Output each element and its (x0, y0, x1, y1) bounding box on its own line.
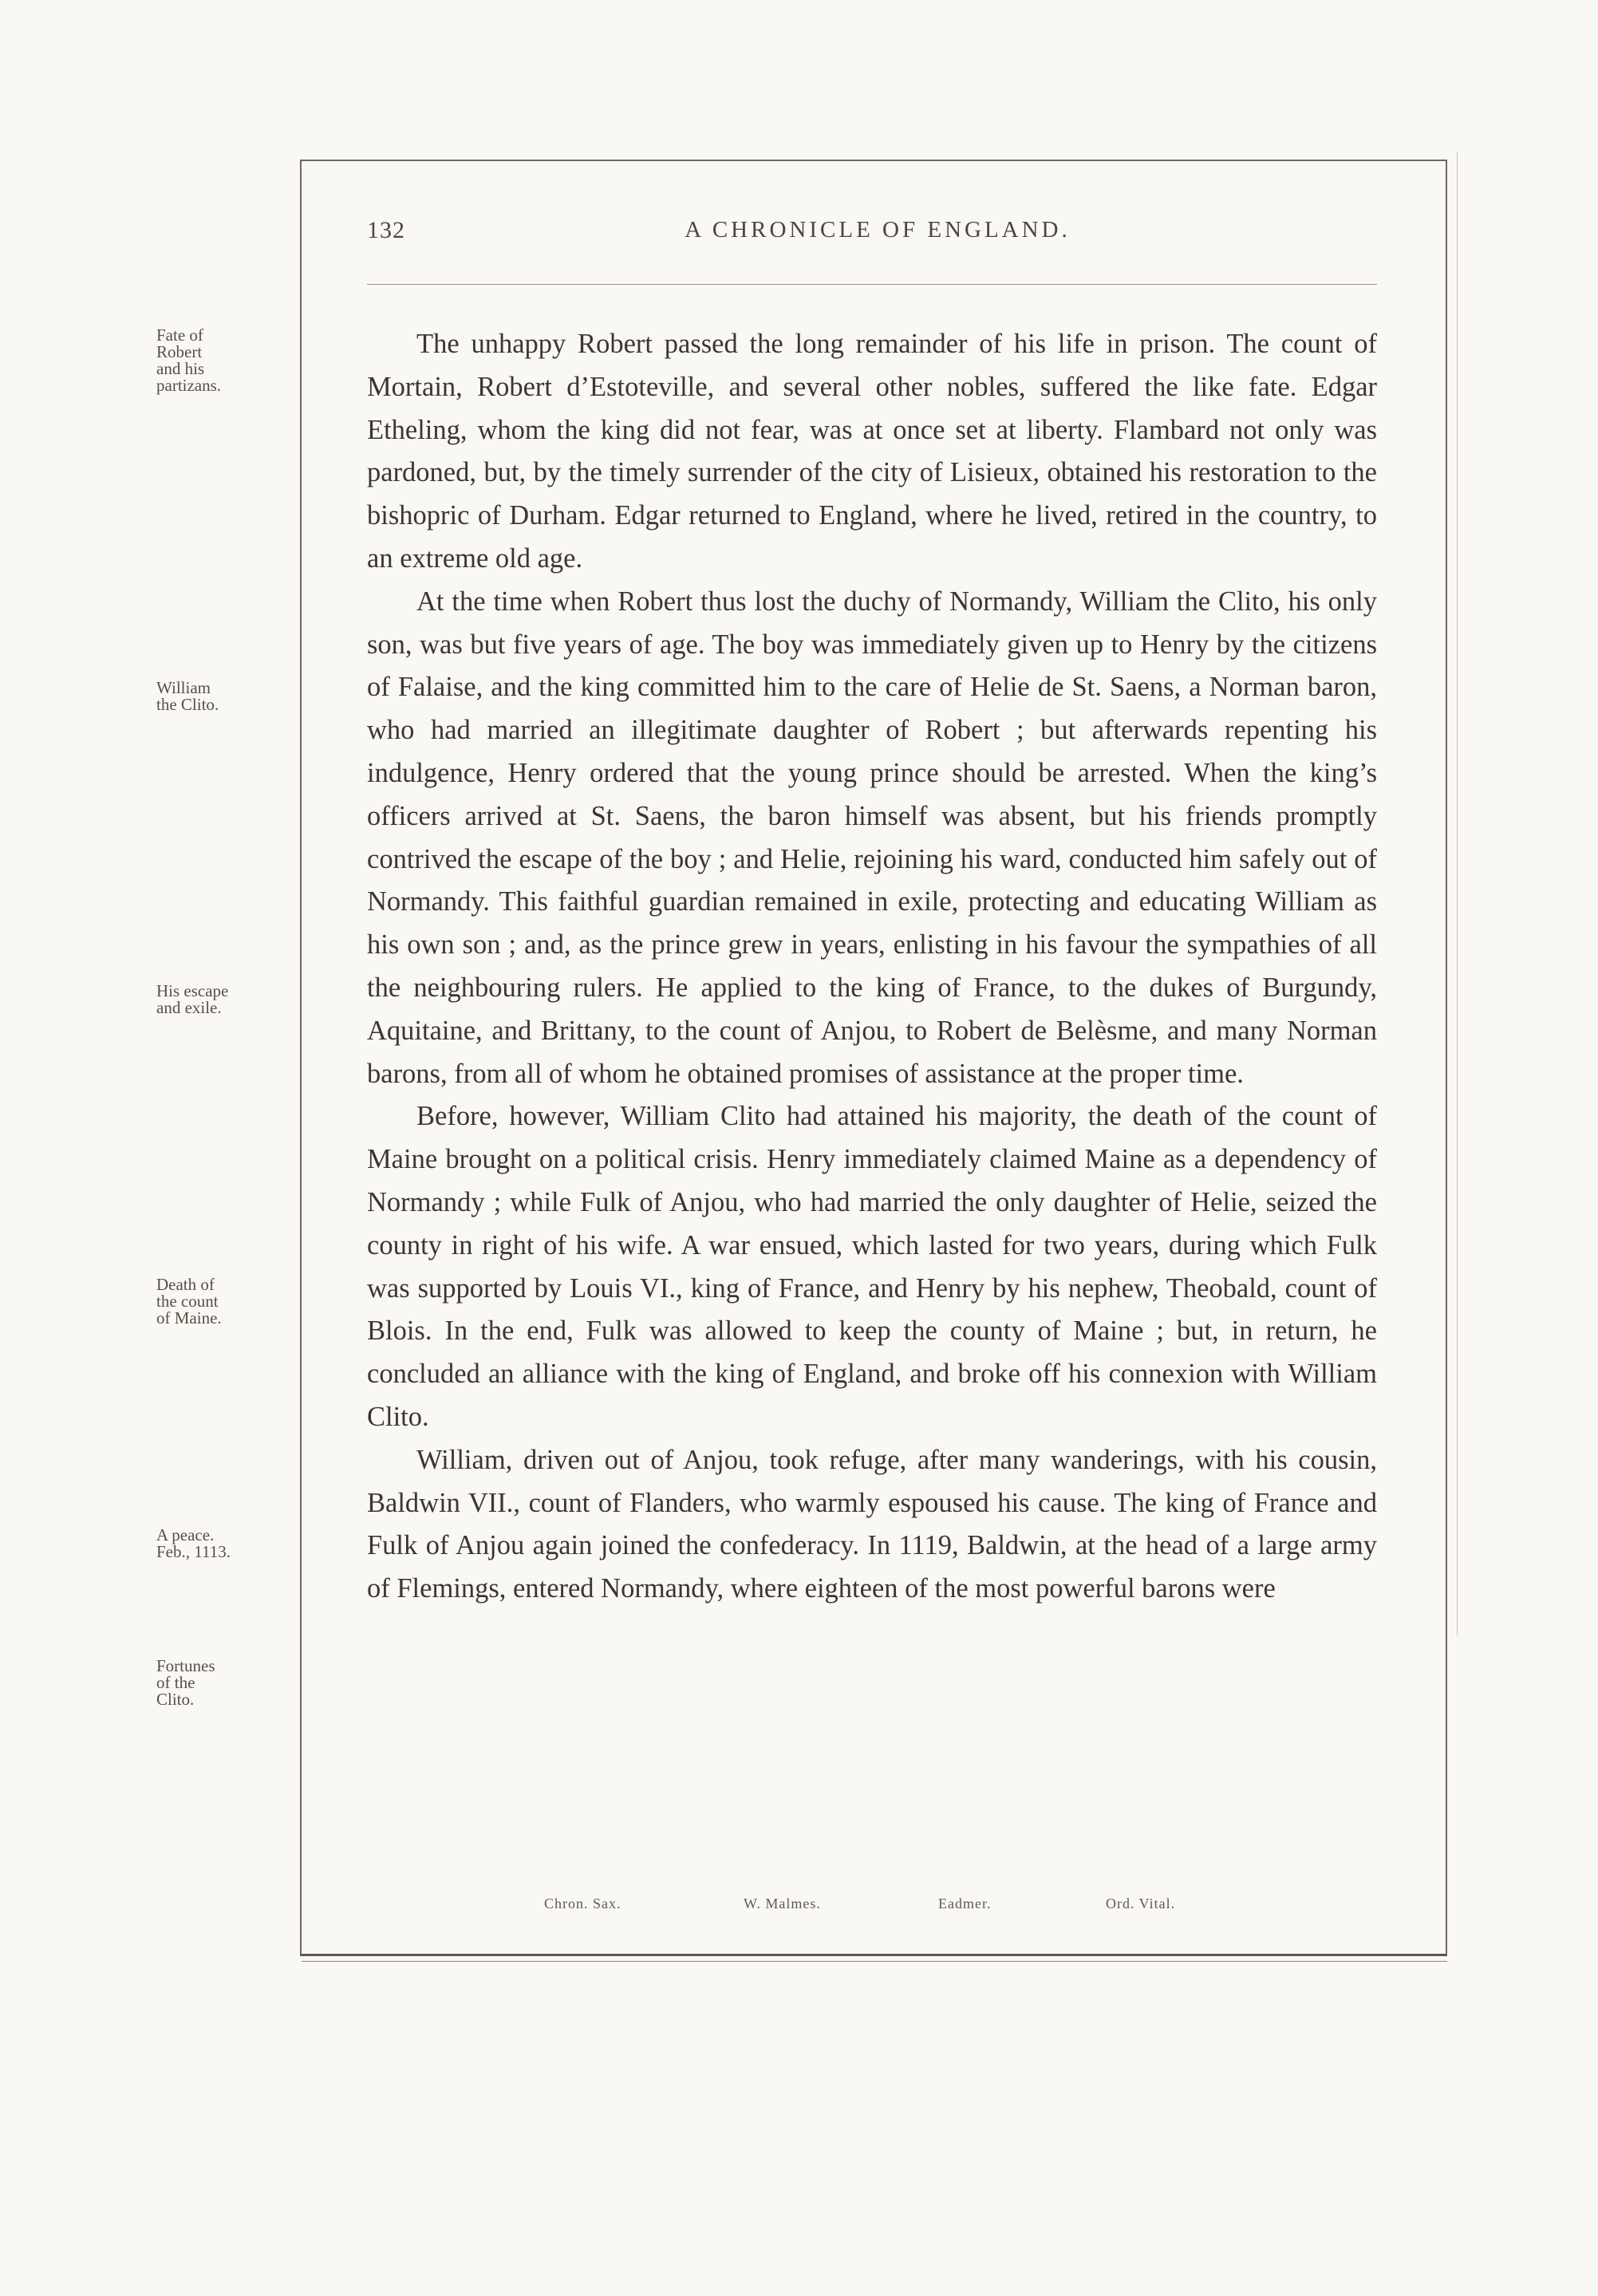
source-references (367, 1896, 1377, 1919)
margin-note-line: of Maine. (156, 1308, 222, 1327)
margin-note-line: Fortunes (156, 1656, 215, 1675)
running-head (367, 217, 1377, 254)
margin-note-escape-and-exile (156, 983, 284, 1016)
source-reference: W. Malmes. (744, 1896, 821, 1911)
source-reference: Chron. Sax. (544, 1896, 621, 1911)
margin-note-line: partizans. (156, 376, 222, 395)
paragraph: William, driven out of Anjou, took refuge, after many wanderings, with his cousin, Baldwin VII., count of Flanders, who warmly espoused his cause. The king of France and Fulk of Anjou again joined the confederacy. In 1119, Baldwin, at the head of a large army of Flemings, entered Normandy, where eighteen of the most powerful barons were (367, 1444, 1377, 1604)
frame-bottom-rule (302, 1961, 1447, 1962)
margin-note-fortunes-of-clito (156, 1658, 284, 1708)
margin-note-line: the Clito. (156, 695, 219, 714)
margin-note-william-clito (156, 680, 284, 713)
margin-note-line: William (156, 678, 211, 697)
paragraph: Before, however, William Clito had attained his majority, the death of the count of Maine brought on a political crisis. Henry immediately claimed Maine as a dependency of Normandy ; while Fulk of Anjou, who had married the only daughter of Helie, seized the county in right of his wife. A war ensued, which lasted for two years, during which Fulk was supported by Louis VI., king of France, and Henry by his nephew, Theobald, count of Blois. In the end, Fulk was allowed to keep the county of Maine ; but, in return, he concluded an alliance with the king of England, and broke off his connexion with William Clito. (367, 1101, 1377, 1432)
source-reference: Ord. Vital. (1106, 1896, 1176, 1911)
margin-note-line: Fate of (156, 325, 203, 345)
margin-note-line: and his (156, 359, 205, 378)
margin-note-line: and exile. (156, 998, 222, 1017)
paragraph: The unhappy Robert passed the long remainder of his life in prison. The count of Mortain, Robert d’Estoteville, and several other nobles, suffered the like fate. Edgar Etheling, whom the king did not fear, was at once set at liberty. Flambard not only was pardoned, but, by the timely surrender of the city of Lisieux, obtained his restoration to the bishopric of Durham. Edgar returned to England, where he lived, retired in the country, to an extreme old age. (367, 329, 1377, 574)
source-reference: Eadmer. (938, 1896, 992, 1911)
margin-note-line: His escape (156, 981, 229, 1000)
margin-note-line: Robert (156, 342, 203, 361)
running-title: A CHRONICLE OF ENGLAND. (685, 217, 1071, 243)
margin-note-a-peace (156, 1527, 284, 1560)
margin-note-line: the count (156, 1292, 219, 1311)
margin-note-line: of the (156, 1673, 195, 1692)
page-edge-line (1457, 152, 1458, 1635)
body-text (367, 323, 1377, 1611)
margin-note-line: Feb., 1113. (156, 1542, 231, 1561)
margin-note-line: Clito. (156, 1690, 195, 1709)
margin-note-death-of-count (156, 1276, 284, 1327)
margin-note-fate-of-robert (156, 327, 284, 394)
margin-note-line: Death of (156, 1275, 215, 1294)
margin-note-line: A peace. (156, 1525, 215, 1544)
paragraph: At the time when Robert thus lost the duchy of Normandy, William the Clito, his only son, was but five years of age. The boy was immediately given up to Henry by the citizens of Falaise, and the king committed him to the care of Helie de St. Saens, a Norman baron, who had married an illegitimate daughter of Robert ; but afterwards repenting his indulgence, Henry ordered that the young prince should be arrested. When the king’s officers arrived at St. Saens, the baron himself was absent, but his friends promptly contrived the escape of the boy ; and Helie, rejoining his ward, conducted him safely out of Normandy. This faithful guardian remained in exile, protecting and educating William as his own son ; and, as the prince grew in years, enlisting in his favour the sympathies of all the neighbouring rulers. He applied to the king of France, to the dukes of Burgundy, Aquitaine, and Brittany, to the count of Anjou, to Robert de Belèsme, and many Norman barons, from all of whom he obtained promises of assistance at the proper time. (367, 586, 1377, 1089)
page-number: 132 (367, 217, 405, 243)
header-rule (367, 284, 1377, 285)
